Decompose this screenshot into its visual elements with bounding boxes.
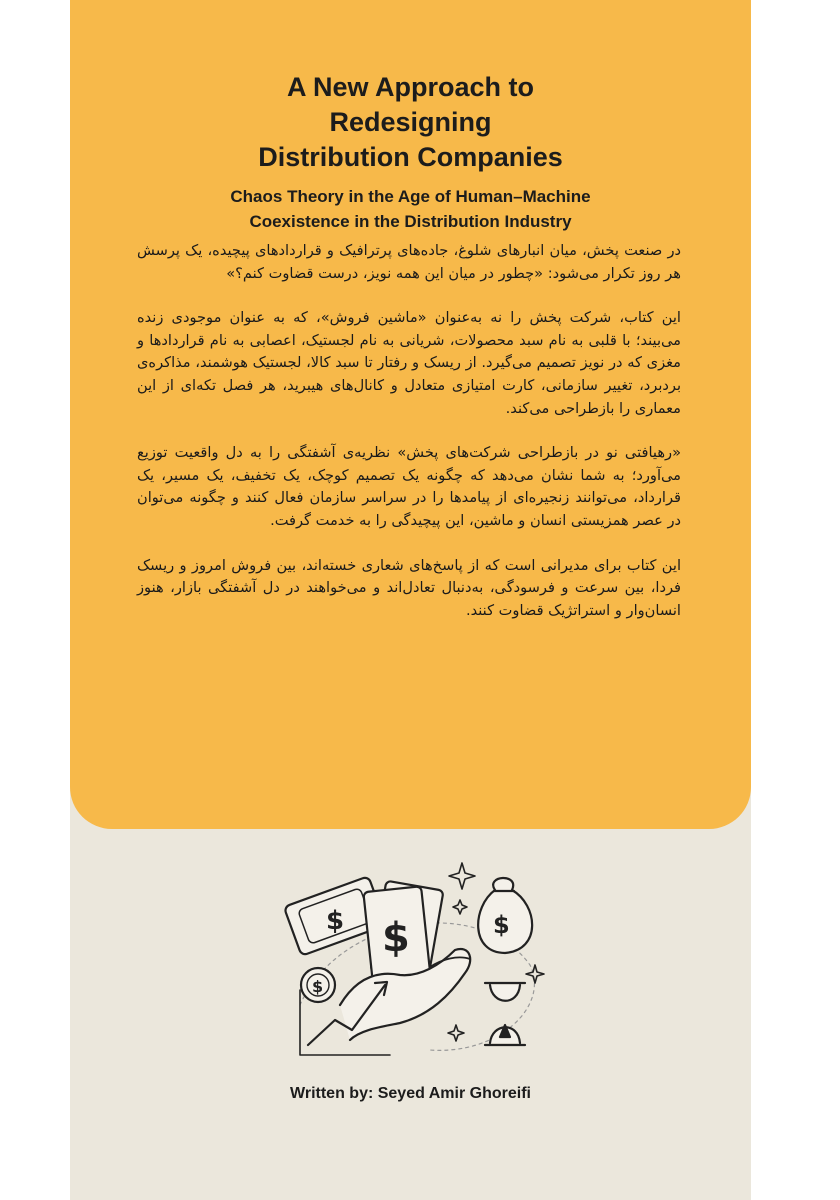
money-bag-icon (478, 878, 532, 953)
svg-text:$: $ (382, 915, 410, 961)
subtitle-line: Chaos Theory in the Age of Human–Machine (230, 187, 591, 206)
blurb-paragraph: «رهیافتی نو در بازطراحی شرکت‌های پخش» نظریه‌ی آشفتگی را به دل واقعیت توزیع می‌آورد؛ به شما نشان می‌دهد که چگونه یک تصمیم کوچک، یک تخفیف، یک مسیر، یک قرارداد، می‌توانند زنجیره‌ای از پیامدها را در سراسر سازمان فعال کنند و چگونه می‌توان در عصر همزیستی انسان و ماشین، این پیچیدگی را به خدمت گرفت. (137, 444, 681, 529)
blurb-paragraph: این کتاب، شرکت پخش را نه به‌عنوان «ماشین فروش»، که به عنوان موجودی زنده می‌بیند؛ با قلبی به نام سبد محصولات، شریانی به نام لجستیک، اعصابی به نام قراردادها و مغزی که در نویز تصمیم می‌گیرد. از ریسک و رفتار تا سبد کالا، لجستیک هوشمند، مذاکره‌ی بردبرد، تغییر سازمانی، کارت امتیازی متعادل و کانال‌های هیبرید، هر فصل تکه‌ای از این معماری را بازطراحی می‌کند. (137, 309, 681, 417)
blurb-paragraph: در صنعت پخش، میان انبارهای شلوغ، جاده‌های پرترافیک و قراردادهای پیچیده، یک پرسش هر روز تکرار می‌شود: «چطور در میان این همه نویز، درست قضاوت کنم؟» (137, 242, 681, 282)
book-subtitle (70, 184, 751, 234)
svg-text:$: $ (326, 906, 345, 936)
blurb (137, 240, 681, 644)
author-credit: Written by: Seyed Amir Ghoreifi (290, 1085, 531, 1102)
coin-icon (301, 968, 335, 1002)
svg-text:$: $ (493, 911, 510, 939)
hourglass-icon (485, 983, 525, 1045)
book-title (70, 70, 751, 175)
title-line: Distribution Companies (258, 142, 563, 172)
title-line: Redesigning (329, 107, 492, 137)
svg-text:$: $ (312, 977, 324, 996)
subtitle-line: Coexistence in the Distribution Industry (249, 212, 572, 231)
money-illustration (280, 855, 550, 1065)
blurb-paragraph: این کتاب برای مدیرانی است که از پاسخ‌های شعاری خسته‌اند، بین فروش امروز و ریسک فردا، بین سرعت و فرسودگی، به‌دنبال تعادل‌اند و می‌خواهند در دل آشفتگی بازار، هنوز انسان‌وار و استراتژیک قضاوت کنند. (137, 556, 681, 619)
title-line: A New Approach to (286, 72, 534, 102)
